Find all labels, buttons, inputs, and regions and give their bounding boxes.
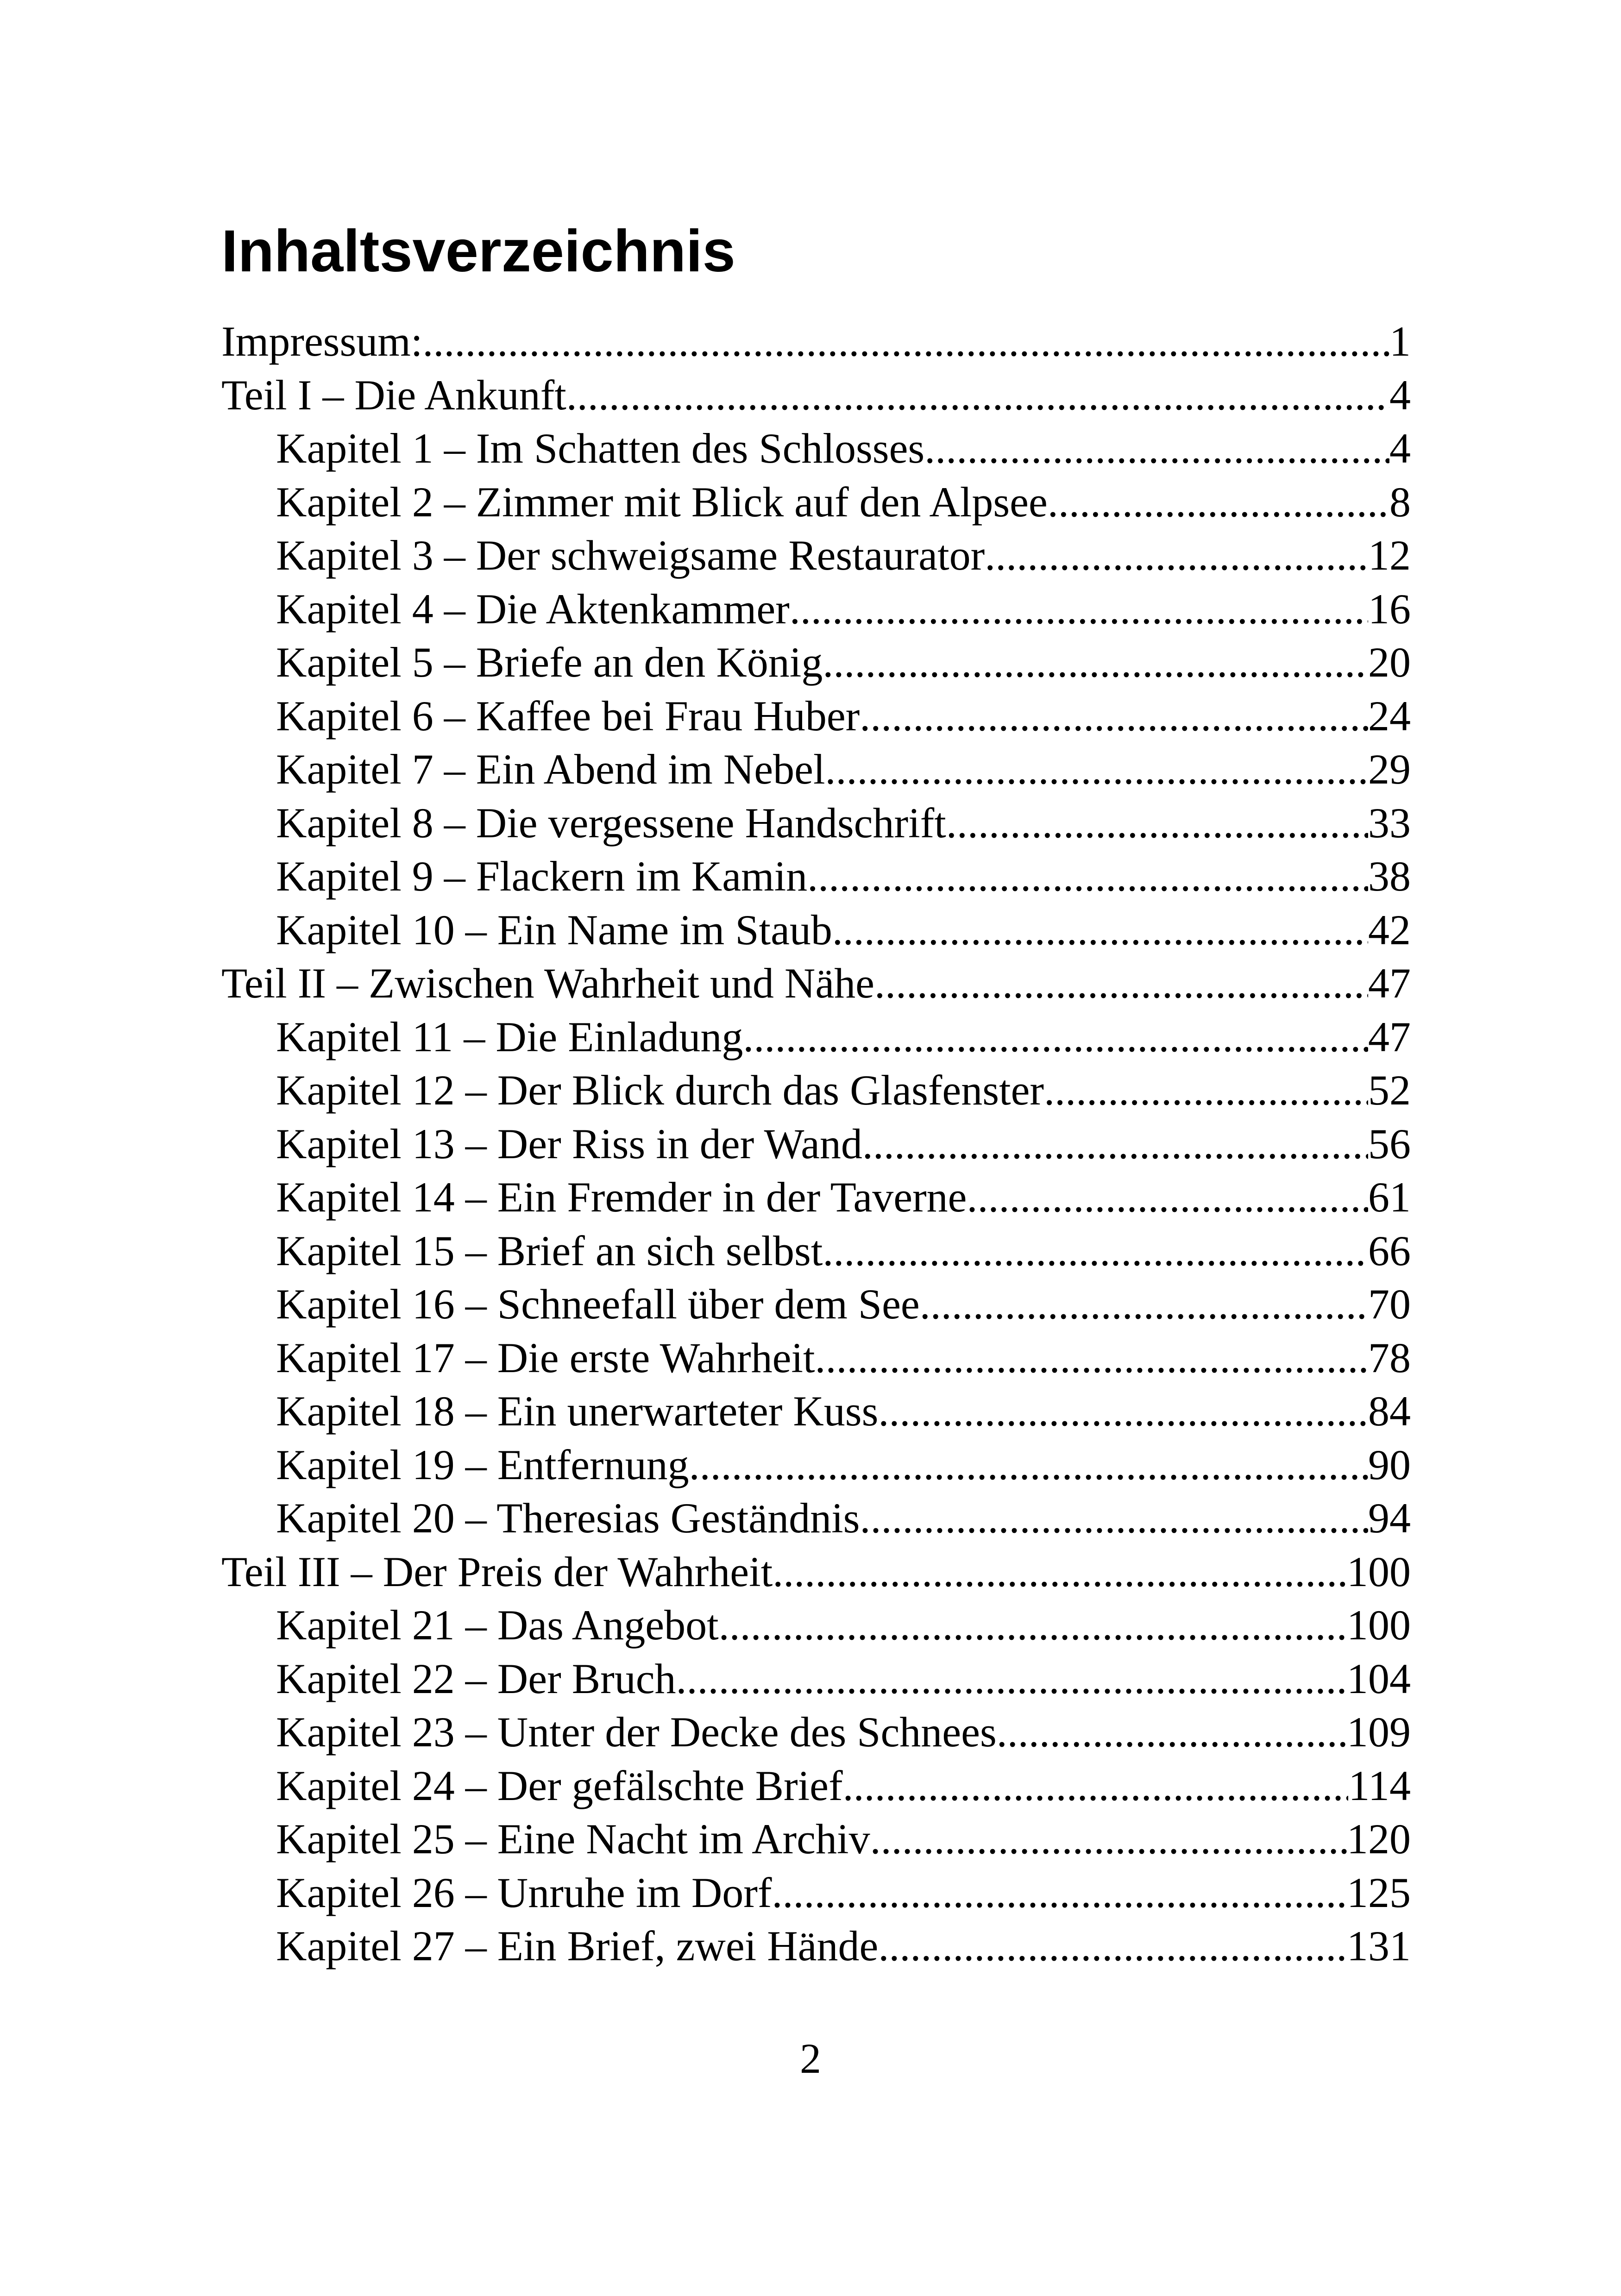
toc-entry-title: Kapitel 25 – Eine Nacht im Archiv bbox=[276, 1815, 870, 1863]
toc-entry-page-number: 100 bbox=[1347, 1548, 1411, 1595]
dot-leader bbox=[985, 529, 1368, 583]
toc-chapter-entry bbox=[221, 743, 1411, 797]
toc-entry-title: Kapitel 11 – Die Einladung bbox=[276, 1013, 743, 1060]
toc-entry-page-number: 84 bbox=[1368, 1387, 1411, 1435]
toc-entry-page-number: 47 bbox=[1368, 1013, 1411, 1060]
toc-entry-page-number: 33 bbox=[1368, 799, 1411, 847]
toc-entry-title: Kapitel 16 – Schneefall über dem See bbox=[276, 1280, 920, 1328]
toc-entry-title: Kapitel 20 – Theresias Geständnis bbox=[276, 1494, 860, 1542]
toc-entry-title: Impressum: bbox=[221, 318, 423, 365]
toc-entry-title: Kapitel 18 – Ein unerwarteter Kuss bbox=[276, 1387, 879, 1435]
dot-leader bbox=[676, 1652, 1347, 1706]
dot-leader bbox=[920, 1278, 1368, 1331]
dot-leader bbox=[878, 1920, 1347, 1973]
toc-entry-title: Kapitel 24 – Der gefälschte Brief bbox=[276, 1762, 843, 1809]
toc-entry-page-number: 1 bbox=[1389, 318, 1411, 365]
toc-part-entry bbox=[221, 315, 1411, 369]
toc-chapter-entry bbox=[221, 1599, 1411, 1652]
toc-entry-page-number: 114 bbox=[1348, 1762, 1411, 1809]
toc-entry-title: Kapitel 27 – Ein Brief, zwei Hände bbox=[276, 1922, 879, 1970]
toc-entry-page-number: 70 bbox=[1368, 1280, 1411, 1328]
toc-entry-page-number: 78 bbox=[1368, 1334, 1411, 1381]
toc-entry-page-number: 12 bbox=[1368, 532, 1411, 579]
toc-chapter-entry bbox=[221, 850, 1411, 903]
toc-entry-page-number: 56 bbox=[1368, 1120, 1411, 1167]
toc-entry-title: Kapitel 3 – Der schweigsame Restaurator bbox=[276, 532, 985, 579]
dot-leader bbox=[860, 1492, 1368, 1545]
dot-leader bbox=[807, 850, 1368, 903]
toc-chapter-entry bbox=[221, 636, 1411, 690]
toc-entry-title: Kapitel 14 – Ein Fremder in der Taverne bbox=[276, 1173, 967, 1221]
toc-entry-page-number: 125 bbox=[1347, 1869, 1411, 1916]
toc-chapter-entry bbox=[221, 1331, 1411, 1385]
toc-entry-title: Kapitel 22 – Der Bruch bbox=[276, 1655, 676, 1702]
toc-chapter-entry bbox=[221, 1064, 1411, 1117]
toc-entry-title: Kapitel 15 – Brief an sich selbst bbox=[276, 1227, 823, 1274]
toc-entry-page-number: 120 bbox=[1347, 1815, 1411, 1863]
toc-entry-title: Kapitel 13 – Der Riss in der Wand bbox=[276, 1120, 862, 1167]
toc-chapter-entry bbox=[221, 476, 1411, 529]
toc-entry-title: Kapitel 19 – Entfernung bbox=[276, 1441, 689, 1488]
page-number: 2 bbox=[800, 2035, 821, 2082]
dot-leader bbox=[815, 1331, 1368, 1385]
toc-entry-page-number: 42 bbox=[1368, 906, 1411, 954]
table-of-contents bbox=[221, 315, 1411, 1973]
toc-chapter-entry bbox=[221, 1010, 1411, 1064]
toc-entry-page-number: 131 bbox=[1347, 1922, 1411, 1970]
toc-entry-page-number: 20 bbox=[1368, 639, 1411, 686]
dot-leader bbox=[825, 743, 1368, 797]
toc-entry-title: Kapitel 17 – Die erste Wahrheit bbox=[276, 1334, 815, 1381]
toc-chapter-entry bbox=[221, 797, 1411, 850]
toc-chapter-entry bbox=[221, 529, 1411, 583]
toc-entry-page-number: 94 bbox=[1368, 1494, 1411, 1542]
toc-chapter-entry bbox=[221, 1438, 1411, 1492]
dot-leader bbox=[832, 903, 1368, 957]
toc-entry-title: Kapitel 4 – Die Aktenkammer bbox=[276, 585, 790, 633]
toc-chapter-entry bbox=[221, 690, 1411, 743]
toc-entry-page-number: 29 bbox=[1368, 746, 1411, 793]
toc-chapter-entry bbox=[221, 1117, 1411, 1171]
dot-leader bbox=[860, 690, 1368, 743]
dot-leader bbox=[843, 1759, 1349, 1813]
toc-entry-title: Kapitel 7 – Ein Abend im Nebel bbox=[276, 746, 825, 793]
toc-entry-title: Teil II – Zwischen Wahrheit und Nähe bbox=[221, 960, 875, 1007]
toc-part-entry bbox=[221, 369, 1411, 422]
toc-entry-title: Kapitel 23 – Unter der Decke des Schnees bbox=[276, 1708, 997, 1756]
dot-leader bbox=[823, 1224, 1368, 1278]
toc-chapter-entry bbox=[221, 1706, 1411, 1759]
toc-chapter-entry bbox=[221, 1866, 1411, 1920]
toc-part-entry bbox=[221, 957, 1411, 1010]
toc-entry-title: Kapitel 12 – Der Blick durch das Glasfenster bbox=[276, 1066, 1044, 1114]
toc-entry-title: Kapitel 10 – Ein Name im Staub bbox=[276, 906, 832, 954]
toc-entry-title: Kapitel 2 – Zimmer mit Blick auf den Alpsee bbox=[276, 478, 1048, 526]
dot-leader bbox=[743, 1010, 1368, 1064]
dot-leader bbox=[719, 1599, 1347, 1652]
toc-entry-page-number: 47 bbox=[1368, 960, 1411, 1007]
toc-entry-page-number: 104 bbox=[1347, 1655, 1411, 1702]
toc-chapter-entry bbox=[221, 1759, 1411, 1813]
toc-chapter-entry bbox=[221, 1813, 1411, 1866]
toc-entry-page-number: 100 bbox=[1347, 1601, 1411, 1649]
dot-leader bbox=[862, 1117, 1368, 1171]
toc-entry-page-number: 61 bbox=[1368, 1173, 1411, 1221]
dot-leader bbox=[967, 1171, 1369, 1224]
toc-entry-title: Kapitel 6 – Kaffee bei Frau Huber bbox=[276, 692, 860, 740]
dot-leader bbox=[773, 1545, 1347, 1599]
toc-entry-page-number: 109 bbox=[1347, 1708, 1411, 1756]
toc-chapter-entry bbox=[221, 583, 1411, 636]
dot-leader bbox=[689, 1438, 1368, 1492]
toc-entry-page-number: 8 bbox=[1389, 478, 1411, 526]
toc-chapter-entry bbox=[221, 1171, 1411, 1224]
toc-entry-title: Kapitel 8 – Die vergessene Handschrift bbox=[276, 799, 946, 847]
toc-entry-page-number: 38 bbox=[1368, 853, 1411, 900]
dot-leader bbox=[1044, 1064, 1368, 1117]
dot-leader bbox=[823, 636, 1368, 690]
dot-leader bbox=[874, 957, 1368, 1010]
toc-heading: Inhaltsverzeichnis bbox=[221, 218, 735, 284]
dot-leader bbox=[1048, 476, 1389, 529]
dot-leader bbox=[946, 797, 1368, 850]
toc-entry-title: Teil III – Der Preis der Wahrheit bbox=[221, 1548, 773, 1595]
toc-entry-title: Kapitel 26 – Unruhe im Dorf bbox=[276, 1869, 772, 1916]
toc-entry-title: Kapitel 1 – Im Schatten des Schlosses bbox=[276, 425, 925, 472]
toc-chapter-entry bbox=[221, 1652, 1411, 1706]
toc-entry-page-number: 4 bbox=[1389, 425, 1411, 472]
toc-entry-title: Kapitel 9 – Flackern im Kamin bbox=[276, 853, 808, 900]
toc-chapter-entry bbox=[221, 1385, 1411, 1438]
toc-entry-page-number: 66 bbox=[1368, 1227, 1411, 1274]
dot-leader bbox=[997, 1706, 1347, 1759]
toc-chapter-entry bbox=[221, 903, 1411, 957]
toc-chapter-entry bbox=[221, 1920, 1411, 1973]
toc-entry-title: Teil I – Die Ankunft bbox=[221, 371, 566, 419]
dot-leader bbox=[870, 1813, 1347, 1866]
dot-leader bbox=[790, 583, 1368, 636]
toc-entry-page-number: 24 bbox=[1368, 692, 1411, 740]
dot-leader bbox=[772, 1866, 1347, 1920]
toc-entry-title: Kapitel 5 – Briefe an den König bbox=[276, 639, 823, 686]
toc-part-entry bbox=[221, 1545, 1411, 1599]
toc-chapter-entry bbox=[221, 422, 1411, 476]
toc-chapter-entry bbox=[221, 1492, 1411, 1545]
toc-entry-page-number: 90 bbox=[1368, 1441, 1411, 1488]
dot-leader bbox=[878, 1385, 1368, 1438]
toc-chapter-entry bbox=[221, 1224, 1411, 1278]
dot-leader bbox=[924, 422, 1389, 476]
dot-leader bbox=[422, 315, 1389, 369]
toc-entry-page-number: 52 bbox=[1368, 1066, 1411, 1114]
toc-chapter-entry bbox=[221, 1278, 1411, 1331]
toc-entry-title: Kapitel 21 – Das Angebot bbox=[276, 1601, 719, 1649]
dot-leader bbox=[566, 369, 1389, 422]
toc-entry-page-number: 16 bbox=[1368, 585, 1411, 633]
toc-entry-page-number: 4 bbox=[1389, 371, 1411, 419]
